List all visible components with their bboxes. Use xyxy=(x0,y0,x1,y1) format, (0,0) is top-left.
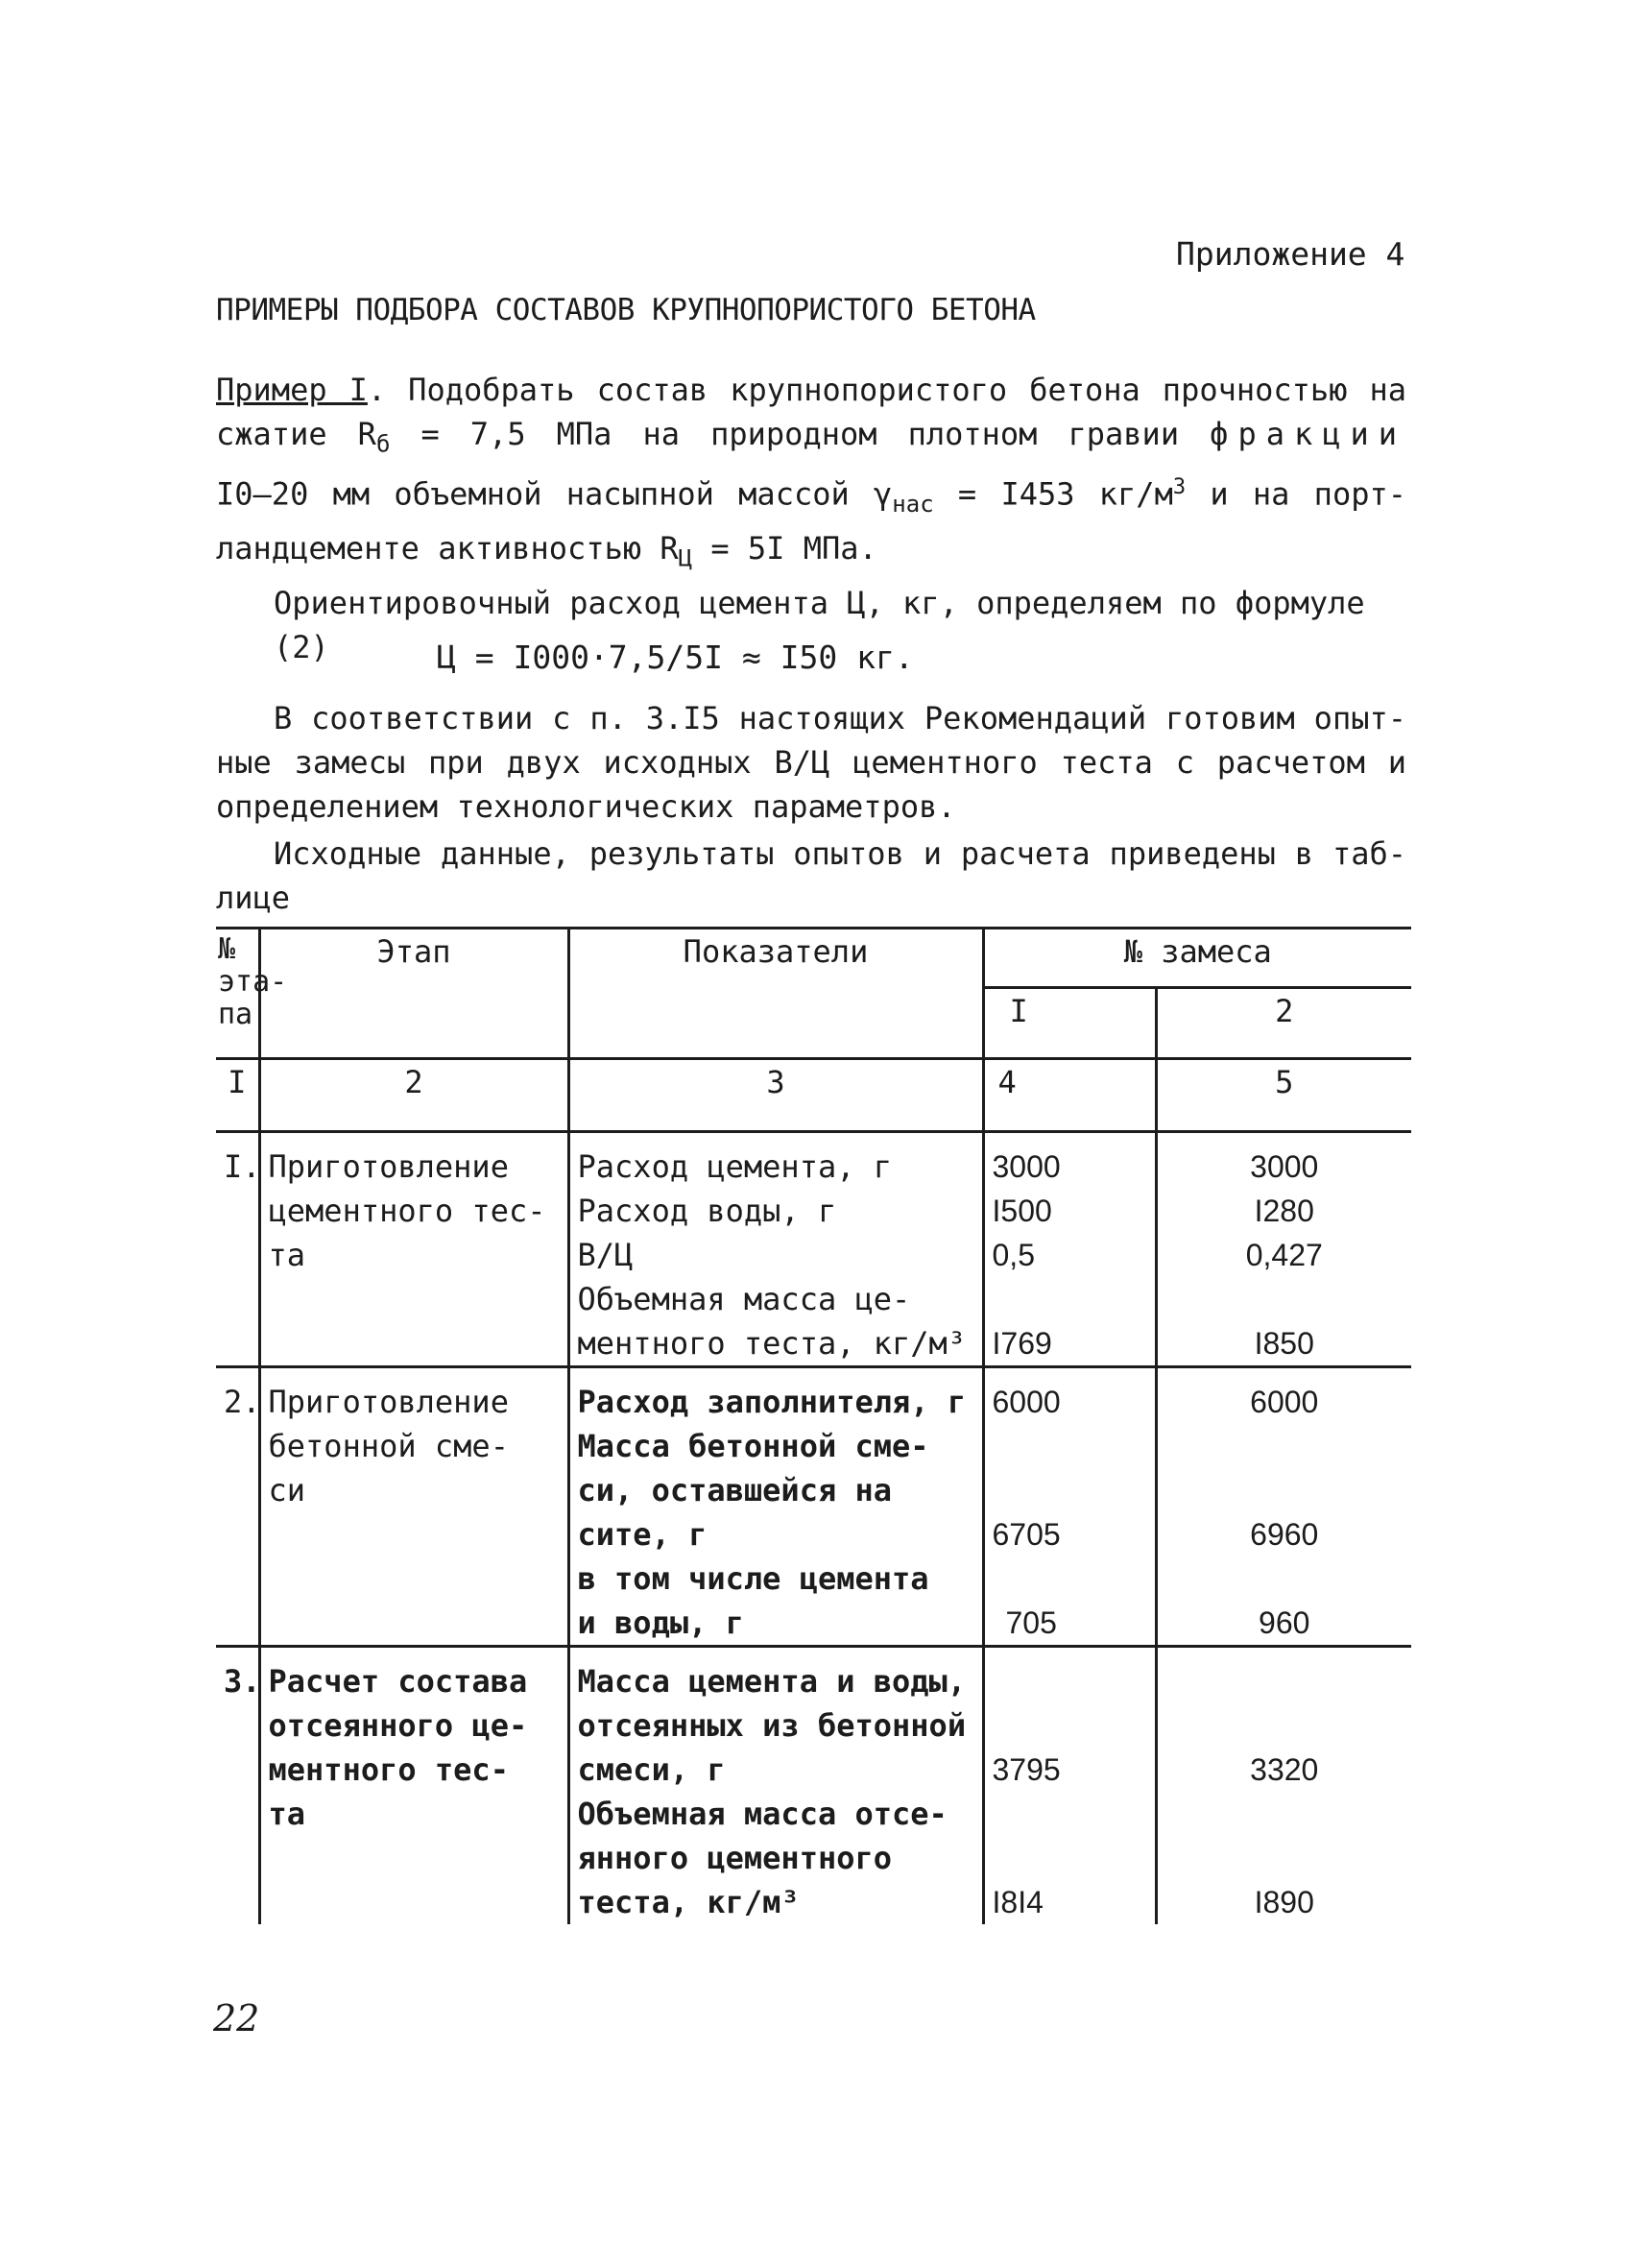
page-title: ПРИМЕРЫ ПОДБОРА СОСТАВОВ КРУПНОПОРИСТОГО БЕТОНА xyxy=(216,293,1036,327)
table-header-row xyxy=(216,929,1411,988)
value-cell-empty xyxy=(993,1556,1147,1601)
value-cell-empty xyxy=(1165,1424,1404,1468)
example-line-5: Ориентировочный расход цемента Ц, кг, определяем по формуле (2) xyxy=(274,584,1365,665)
example-spaced-word: фракции xyxy=(1210,416,1407,452)
stage-line: та xyxy=(268,1237,306,1273)
indicator-line: отсеянных из бетонной xyxy=(577,1707,967,1744)
table-row xyxy=(216,1367,1411,1647)
row-batch-1-values xyxy=(983,1367,1156,1647)
value-cell: I769 xyxy=(992,1326,1052,1361)
value-cell: 6705 xyxy=(992,1517,1061,1552)
page-number: 22 xyxy=(213,1997,260,2039)
example-line-2b: = 7,5 МПа на природном плотном гравии xyxy=(390,416,1180,452)
para3-line-1: Исходные данные, результаты опытов и расчета приведены в таб- xyxy=(274,835,1406,872)
column-number-row xyxy=(216,1059,1411,1132)
value-cell-empty xyxy=(993,1659,1147,1703)
cement-formula: Ц = I000·7,5/5I ≈ I50 кг. xyxy=(437,639,914,676)
value-cell: I850 xyxy=(1254,1326,1314,1361)
example-line-1 xyxy=(216,368,1406,412)
indicator-line: сите, г xyxy=(577,1516,708,1553)
value-cell-empty xyxy=(1165,1277,1404,1321)
header-batch-number: № замеса xyxy=(983,929,1411,988)
value-cell: 0,5 xyxy=(992,1238,1035,1272)
value-cell: 705 xyxy=(1005,1605,1057,1640)
stage-line: бетонной сме- xyxy=(268,1428,509,1464)
stage-line: Приготовление xyxy=(268,1148,509,1185)
preparation-paragraph xyxy=(216,696,1406,829)
value-cell-empty xyxy=(1165,1468,1404,1512)
header-num-symbol: № xyxy=(218,932,236,966)
row-indicators xyxy=(568,1367,983,1647)
stage-line: Расчет состава xyxy=(268,1663,528,1700)
indicator-line: Расход воды, г xyxy=(577,1193,837,1229)
row-number: I. xyxy=(216,1132,259,1367)
row-batch-2-values xyxy=(1156,1367,1411,1647)
row-batch-2-values xyxy=(1156,1132,1411,1367)
value-cell-empty xyxy=(1165,1703,1404,1748)
indicator-line: Масса бетонной сме- xyxy=(577,1428,929,1464)
header-num-line-3: па xyxy=(218,998,253,1031)
header-stage-number xyxy=(216,929,288,1059)
stage-line: отсеянного це- xyxy=(268,1707,528,1744)
indicator-line: Объемная масса це- xyxy=(577,1281,911,1317)
indicator-line: Объемная масса отсе- xyxy=(577,1796,948,1832)
row-stage xyxy=(259,1647,568,1925)
header-batch-1: I xyxy=(983,988,1156,1059)
stage-line: ментного тес- xyxy=(268,1751,509,1788)
example-sub-b: б xyxy=(375,430,391,458)
header-batch-2: 2 xyxy=(1156,988,1411,1059)
header-stage: Этап xyxy=(259,929,568,1059)
indicator-line: Масса цемента и воды, xyxy=(577,1663,967,1700)
indicator-line: си, оставшейся на xyxy=(577,1472,893,1508)
appendix-label: Приложение 4 xyxy=(1176,235,1405,273)
value-cell-empty xyxy=(1165,1659,1404,1703)
value-cell: I280 xyxy=(1254,1194,1314,1228)
value-cell: I500 xyxy=(992,1194,1052,1228)
para2-line-2: ные замесы при двух исходных В/Ц цементного теста с расчетом и xyxy=(216,744,1406,781)
value-cell: I890 xyxy=(1254,1885,1314,1919)
colnum-2: 2 xyxy=(259,1059,568,1132)
batch-table xyxy=(216,927,1411,1924)
indicator-line: Расход заполнителя, г xyxy=(577,1384,967,1420)
value-cell: 3320 xyxy=(1250,1752,1319,1787)
example-label: Пример I xyxy=(216,372,368,408)
example-line-3c: и на порт- xyxy=(1186,476,1407,514)
value-cell: I8I4 xyxy=(992,1885,1044,1919)
colnum-1: I xyxy=(216,1059,259,1132)
example-line-3a: I0–20 мм объемной насыпной массой γ xyxy=(216,476,893,514)
example-sup-3: 3 xyxy=(1172,475,1187,500)
value-cell: 6960 xyxy=(1250,1517,1319,1552)
para2-line-1: В соответствии с п. 3.I5 настоящих Рекомендаций готовим опыт- xyxy=(274,700,1406,736)
example-line-1-text: . Подобрать состав крупнопористого бетона прочностью на xyxy=(367,372,1407,408)
table-row xyxy=(216,1647,1411,1925)
example-sub-ts: Ц xyxy=(678,544,693,572)
value-cell-empty xyxy=(993,1424,1147,1468)
value-cell-empty xyxy=(1165,1556,1404,1601)
indicator-line: Расход цемента, г xyxy=(577,1148,893,1185)
stage-line: си xyxy=(268,1472,306,1508)
value-cell: 6000 xyxy=(992,1385,1061,1419)
value-cell-empty xyxy=(993,1703,1147,1748)
row-number: 2. xyxy=(216,1367,259,1647)
value-cell-empty xyxy=(1165,1792,1404,1836)
example-line-2a: сжатие R xyxy=(216,416,376,452)
colnum-3: 3 xyxy=(568,1059,983,1132)
value-cell: 960 xyxy=(1259,1605,1310,1640)
colnum-5: 5 xyxy=(1156,1059,1411,1132)
example-line-4b: = 5I МПа. xyxy=(692,530,877,567)
indicator-line: теста, кг/м³ xyxy=(577,1884,800,1920)
indicator-line: смеси, г xyxy=(577,1751,726,1788)
row-number: 3. xyxy=(216,1647,259,1925)
example-line-4 xyxy=(216,526,1406,580)
stage-line: цементного тес- xyxy=(268,1193,546,1229)
value-cell: 3795 xyxy=(992,1752,1061,1787)
value-cell-empty xyxy=(1165,1836,1404,1880)
example-sub-nas: нас xyxy=(892,491,934,519)
indicator-line: янного цементного xyxy=(577,1840,893,1876)
indicator-line: В/Ц xyxy=(577,1237,634,1273)
table-intro-paragraph xyxy=(216,832,1406,920)
example-paragraph xyxy=(216,368,1406,669)
example-line-3 xyxy=(216,466,1406,526)
colnum-4: 4 xyxy=(983,1059,1156,1132)
value-cell: 0,427 xyxy=(1245,1238,1323,1272)
para2-line-3: определением технологических параметров. xyxy=(216,788,956,825)
header-num-line-2: эта- xyxy=(218,965,288,999)
stage-line: Приготовление xyxy=(268,1384,509,1420)
row-stage xyxy=(259,1132,568,1367)
indicator-line: и воды, г xyxy=(577,1604,744,1641)
row-stage xyxy=(259,1367,568,1647)
indicator-line: в том числе цемента xyxy=(577,1560,929,1597)
value-cell-empty xyxy=(993,1277,1147,1321)
para3-line-2: лице xyxy=(216,880,291,916)
header-indicators: Показатели xyxy=(568,929,983,1059)
row-indicators xyxy=(568,1647,983,1925)
table-row xyxy=(216,1132,1411,1367)
example-line-2 xyxy=(216,412,1406,466)
value-cell: 6000 xyxy=(1250,1385,1319,1419)
stage-line: та xyxy=(268,1796,306,1832)
value-cell: 3000 xyxy=(1250,1149,1319,1184)
example-line-4a: ландцементе активностью R xyxy=(216,530,679,567)
row-indicators xyxy=(568,1132,983,1367)
value-cell-empty xyxy=(993,1468,1147,1512)
row-batch-1-values xyxy=(983,1132,1156,1367)
indicator-line: ментного теста, кг/м³ xyxy=(577,1325,967,1362)
example-line-3b: = I453 кг/м xyxy=(933,476,1173,514)
value-cell-empty xyxy=(993,1836,1147,1880)
row-batch-2-values xyxy=(1156,1647,1411,1925)
value-cell: 3000 xyxy=(992,1149,1061,1184)
row-batch-1-values xyxy=(983,1647,1156,1925)
value-cell-empty xyxy=(993,1792,1147,1836)
